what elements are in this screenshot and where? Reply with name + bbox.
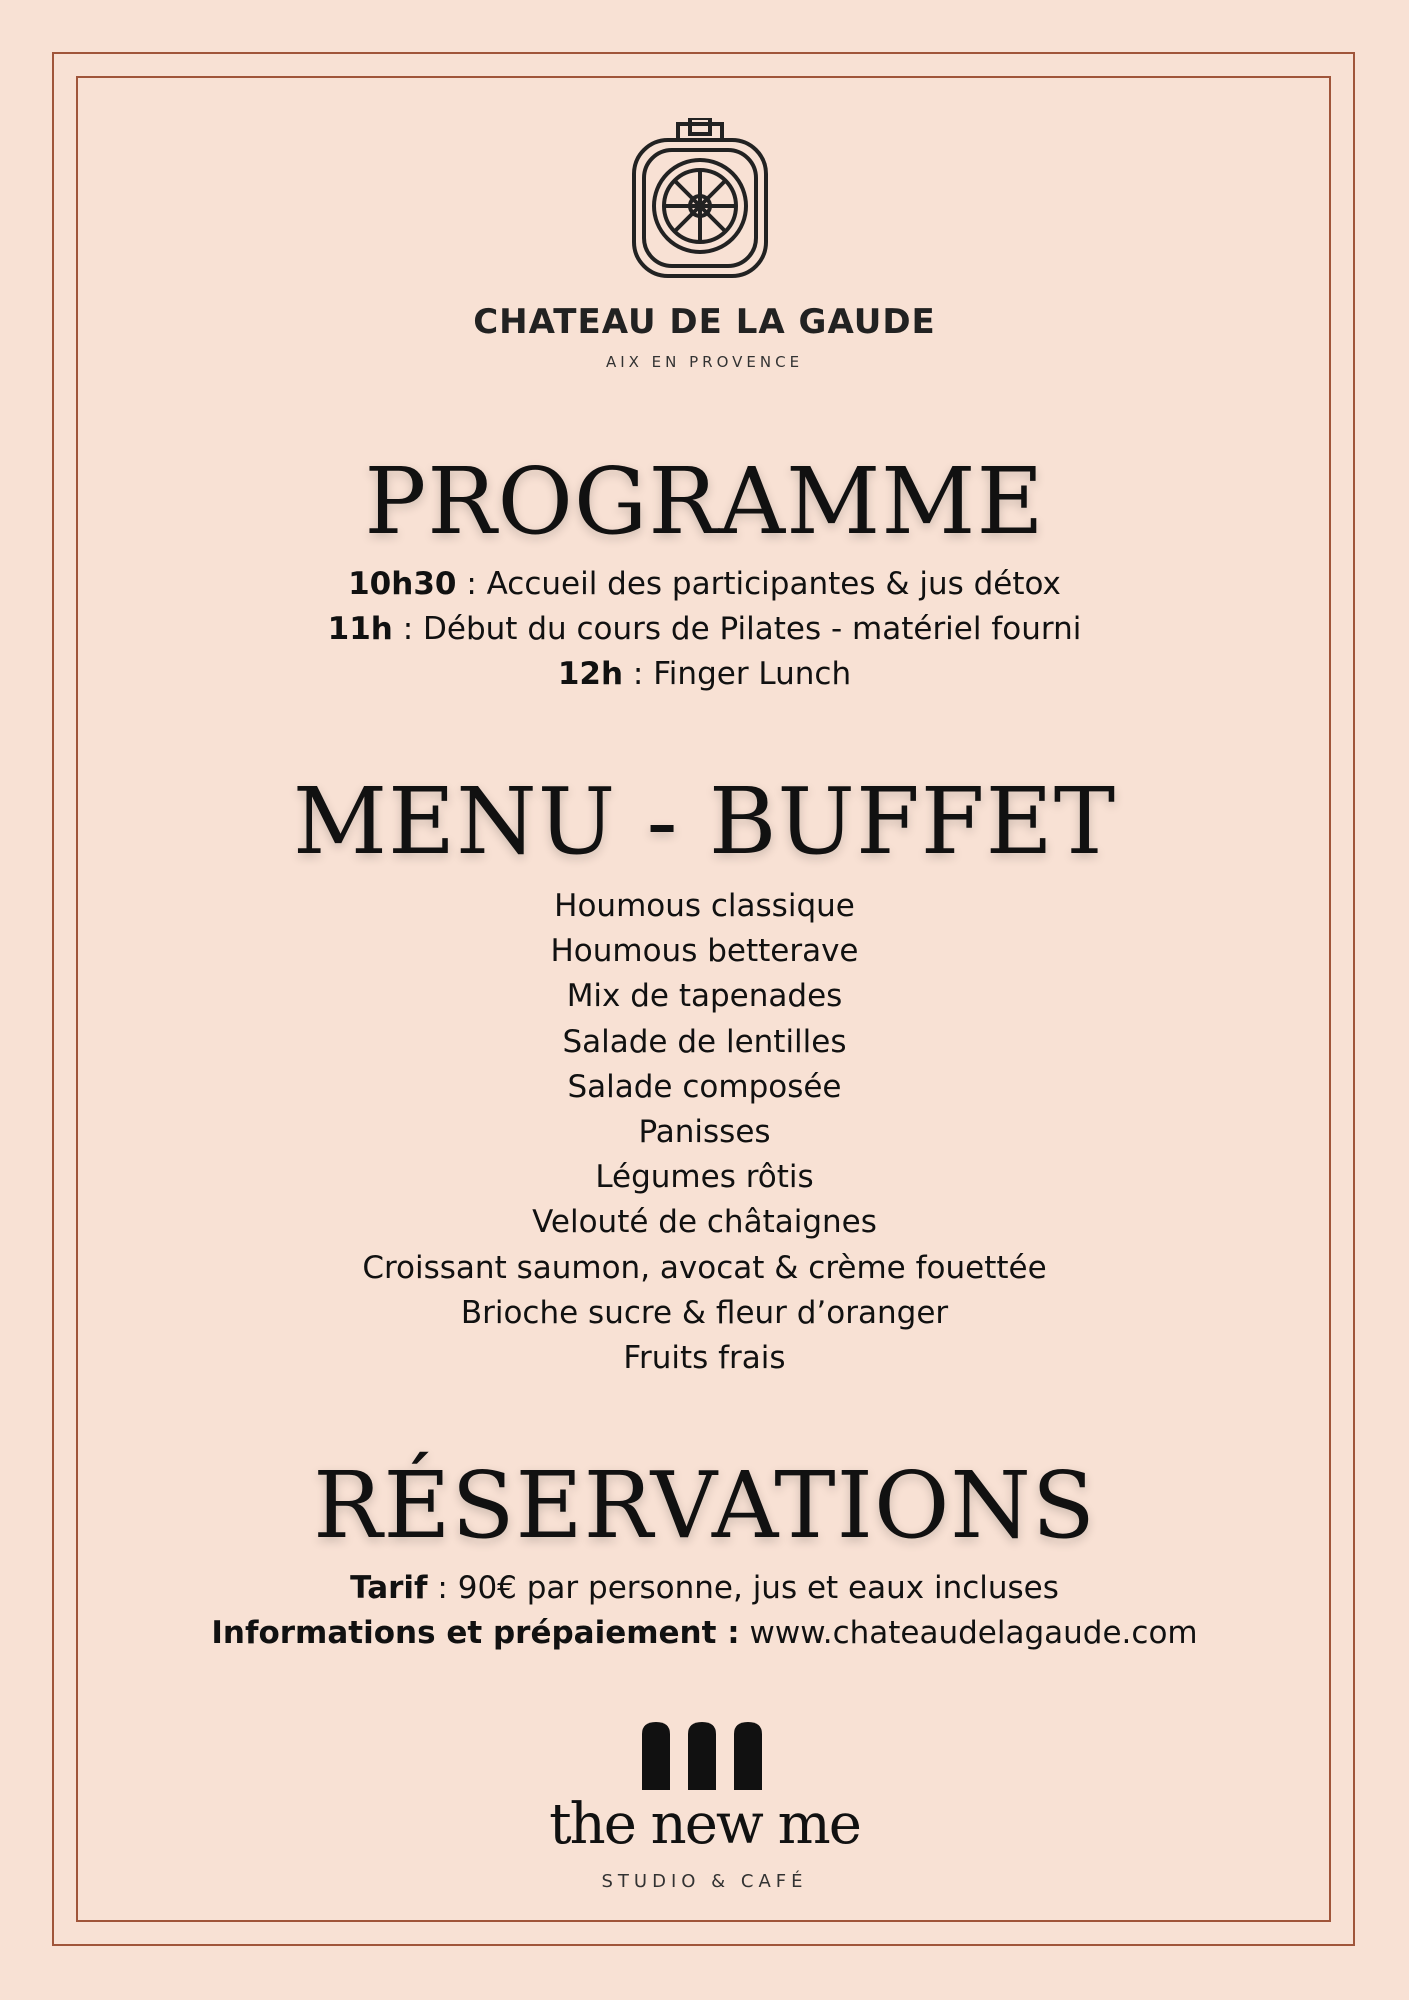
info-line: Informations et prépaiement : www.chateaudelagaude.com xyxy=(211,1615,1198,1652)
menu-item: Salade de lentilles xyxy=(562,1023,847,1060)
menu-item: Croissant saumon, avocat & crème fouettée xyxy=(362,1249,1047,1286)
menu-item: Velouté de châtaignes xyxy=(532,1204,877,1241)
menu-item: Houmous betterave xyxy=(550,933,859,970)
menu-item: Mix de tapenades xyxy=(566,978,843,1015)
new-me-brand: the new me xyxy=(549,1792,860,1857)
arches-icon xyxy=(640,1720,765,1790)
menu-item: Salade composée xyxy=(567,1068,842,1105)
website-link[interactable]: www.chateaudelagaude.com xyxy=(739,1615,1198,1652)
programme-list xyxy=(0,562,1409,698)
menu-item: Fruits frais xyxy=(623,1340,786,1377)
menu-item: Légumes rôtis xyxy=(595,1159,814,1196)
menu-title: MENU - BUFFET xyxy=(292,768,1117,875)
menu-item: Panisses xyxy=(638,1114,771,1151)
menu-list xyxy=(0,884,1409,1381)
tarif-line: Tarif : 90€ par personne, jus et eaux incluses xyxy=(350,1570,1059,1606)
menu-item: Houmous classique xyxy=(554,888,855,924)
brand-name: CHATEAU DE LA GAUDE xyxy=(473,302,936,342)
programme-item: 11h : Début du cours de Pilates - matériel fourni xyxy=(327,611,1082,648)
programme-item: 12h : Finger Lunch xyxy=(557,656,852,693)
menu-item: Brioche sucre & fleur d’oranger xyxy=(460,1294,949,1331)
new-me-subtitle: STUDIO & CAFÉ xyxy=(601,1871,808,1892)
brand-location: AIX EN PROVENCE xyxy=(605,353,804,371)
programme-title: PROGRAMME xyxy=(364,448,1045,555)
chateau-emblem-icon xyxy=(620,118,780,288)
reservations-info xyxy=(0,1566,1409,1656)
reservations-title: RÉSERVATIONS xyxy=(313,1452,1096,1559)
programme-item: 10h30 : Accueil des participantes & jus détox xyxy=(348,566,1061,602)
